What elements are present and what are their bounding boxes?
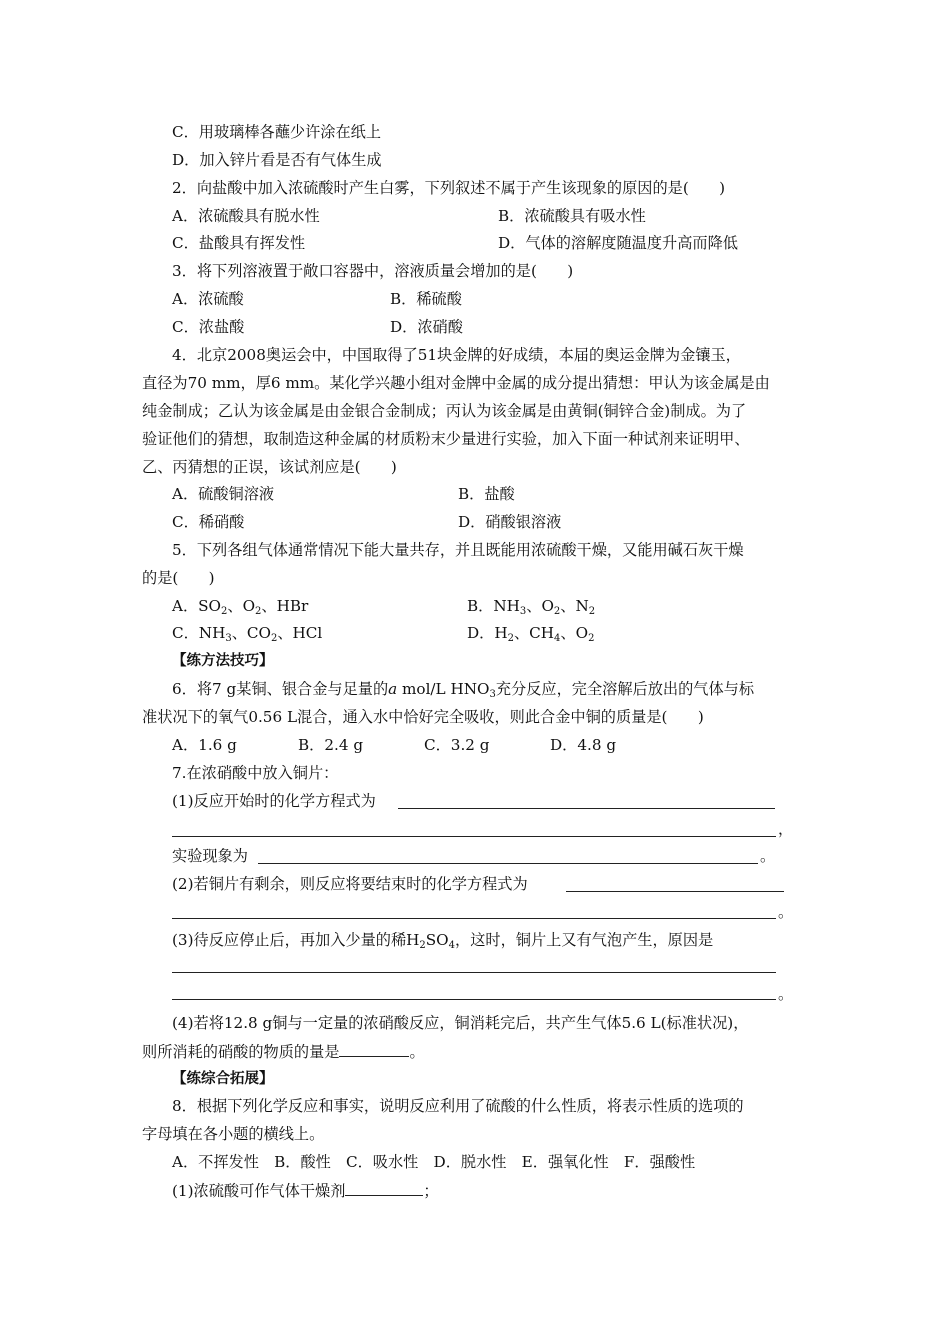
- q7-part3-period: 。: [778, 985, 794, 1003]
- q3-option-c: C．浓盐酸: [172, 318, 245, 336]
- q7-part2-answer-line-2[interactable]: [172, 918, 776, 919]
- q8-stem-line1: 8．根据下列化学反应和事实，说明反应利用了硫酸的什么性质，将表示性质的选项的: [172, 1097, 744, 1115]
- q4-option-a: A．硫酸铜溶液: [172, 485, 275, 503]
- q4-stem-line2: 直径为70 mm，厚6 mm。某化学兴趣小组对金牌中金属的成分提出猜想：甲认为该金属是由: [142, 374, 770, 392]
- q3-option-b: B．稀硫酸: [390, 290, 462, 308]
- q7-stem: 7.在浓硝酸中放入铜片：: [172, 764, 339, 782]
- q7-part4-line1: (4)若将12.8 g铜与一定量的浓硝酸反应，铜消耗完后，共产生气体5.6 L(标准状况)，: [172, 1014, 749, 1032]
- q6-stem-line2: 准状况下的氧气0.56 L混合，通入水中恰好完全吸收，则此合金中铜的质量是( ): [142, 708, 704, 726]
- q2-option-b: B．浓硫酸具有吸水性: [498, 207, 646, 225]
- q7-part3-answer-line-2[interactable]: [172, 999, 776, 1000]
- q4-option-c: C．稀硝酸: [172, 513, 245, 531]
- q3-option-d: D．浓硝酸: [390, 318, 463, 336]
- q5-option-d: D．$H_2$、$CH_4$、$O_2$: [467, 624, 595, 644]
- q7-part1-comma: ，: [778, 820, 794, 838]
- q8-options: A．不挥发性 B．酸性 C．吸水性 D．脱水性 E．强氧化性 F．强酸性: [172, 1153, 696, 1171]
- q7-part1-answer-line[interactable]: [398, 808, 775, 809]
- q4-stem-line4: 验证他们的猜想，取制造这种金属的材质粉末少量进行实验，加入下面一种试剂来证明甲、: [142, 430, 750, 448]
- q7-part1-answer-line-2[interactable]: [172, 836, 776, 837]
- q8-part1-blank[interactable]: [345, 1180, 423, 1196]
- q4-stem-line5: 乙、丙猜想的正误，该试剂应是( ): [142, 458, 397, 476]
- q5-option-c: C．$NH_3$、$CO_2$、HCl: [172, 624, 323, 644]
- q7-part2-period: 。: [778, 903, 794, 921]
- q7-part2-label: (2)若铜片有剩余，则反应将要结束时的化学方程式为: [172, 875, 528, 893]
- q7-part1-period: 。: [760, 847, 776, 865]
- q2-option-c: C．盐酸具有挥发性: [172, 234, 306, 252]
- q1-option-c: C．用玻璃棒各蘸少许涂在纸上: [172, 123, 382, 141]
- q7-part2-answer-line[interactable]: [566, 891, 784, 892]
- q2-option-d: D．气体的溶解度随温度升高而降低: [498, 234, 738, 252]
- q4-option-b: B．盐酸: [458, 485, 515, 503]
- q7-part4-line2: 则所消耗的硝酸的物质的量是 。: [142, 1043, 425, 1061]
- q2-option-a: A．浓硫酸具有脱水性: [172, 207, 320, 225]
- q6-stem-line1: 6．将7 g某铜、银合金与足量的a mol/L $HNO_3$充分反应，完全溶解后放出的气体与标: [172, 680, 755, 700]
- q7-part1-phenomenon-line[interactable]: [258, 863, 758, 864]
- q7-part3-answer-line[interactable]: [172, 972, 776, 973]
- q1-option-d: D．加入锌片看是否有气体生成: [172, 151, 382, 169]
- q2-stem: 2．向盐酸中加入浓硫酸时产生白雾，下列叙述不属于产生该现象的原因的是( ): [172, 179, 726, 197]
- q5-stem-line2: 的是( ): [142, 569, 215, 587]
- q3-option-a: A．浓硫酸: [172, 290, 244, 308]
- q6-option-d: D．4.8 g: [550, 736, 617, 754]
- q6-option-a: A．1.6 g: [172, 736, 237, 754]
- q7-part1-label: (1)反应开始时的化学方程式为: [172, 792, 376, 810]
- q7-part3-label: (3)待反应停止后，再加入少量的稀$H_2SO_4$，这时，铜片上又有气泡产生，原因是: [172, 931, 714, 951]
- q4-stem-line1: 4．北京2008奥运会中，中国取得了51块金牌的好成绩，本届的奥运金牌为金镶玉，: [172, 346, 741, 364]
- q5-stem-line1: 5．下列各组气体通常情况下能大量共存，并且既能用浓硫酸干燥，又能用碱石灰干燥: [172, 541, 744, 559]
- q4-option-d: D．硝酸银溶液: [458, 513, 562, 531]
- q7-part1-phenomenon-label: 实验现象为: [172, 847, 248, 865]
- section-heading-method-skills: 【练方法技巧】: [172, 653, 274, 669]
- q5-option-b: B．$NH_3$、$O_2$、$N_2$: [467, 597, 596, 617]
- q6-option-c: C．3.2 g: [424, 736, 490, 754]
- q8-stem-line2: 字母填在各小题的横线上。: [142, 1125, 325, 1143]
- q8-part1: (1)浓硫酸可作气体干燥剂 ；: [172, 1182, 439, 1200]
- q4-stem-line3: 纯金制成；乙认为该金属是由金银合金制成；丙认为该金属是由黄铜(铜锌合金)制成。为了: [142, 402, 747, 420]
- q5-option-a: A．$SO_2$、$O_2$、HBr: [172, 597, 309, 617]
- q7-part4-blank[interactable]: [339, 1041, 409, 1057]
- q3-stem: 3．将下列溶液置于敞口容器中，溶液质量会增加的是( ): [172, 262, 574, 280]
- q6-option-b: B．2.4 g: [298, 736, 364, 754]
- section-heading-comprehensive: 【练综合拓展】: [172, 1071, 274, 1087]
